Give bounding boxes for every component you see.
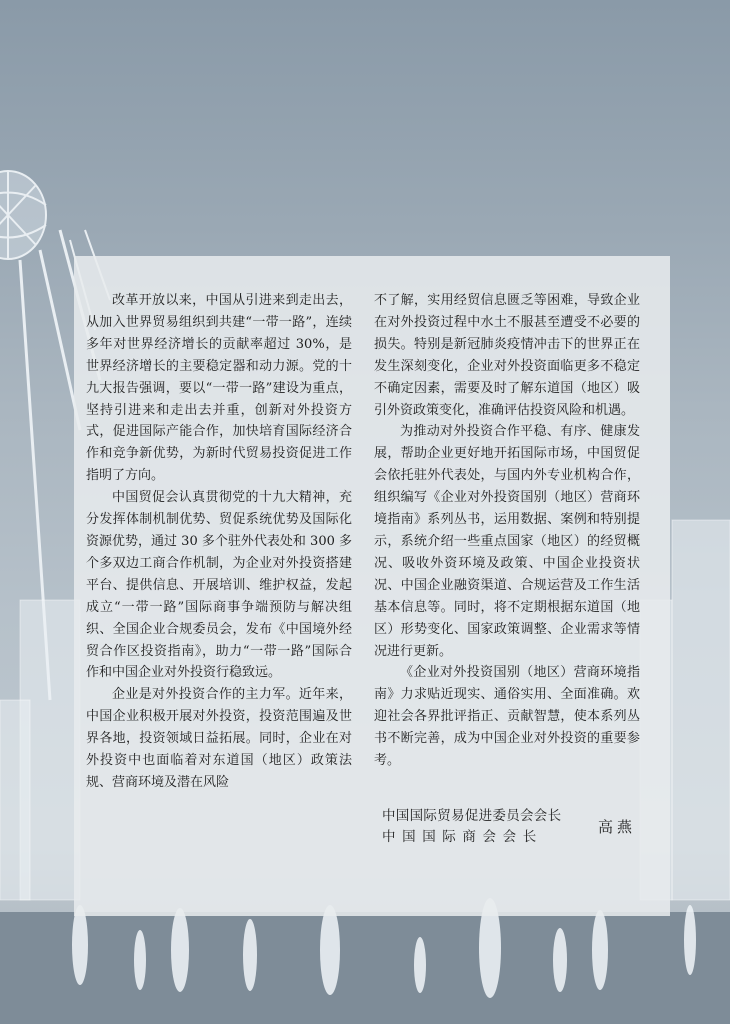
- article-column-right: [374, 290, 640, 772]
- article-column-left: [86, 290, 352, 794]
- paragraph-continuation: 不了解，实用经贸信息匮乏等困难，导致企业在对外投资过程中水土不服甚至遭受不必要的损失。特别是新冠肺炎疫情冲击下的世界正在发生深刻变化，企业对外投资面临更多不稳定不确定因素，需要及时了解东道国（地区）吸引外资政策变化，准确评估投资风险和机遇。: [374, 293, 640, 418]
- paragraph: 《企业对外投资国别（地区）营商环境指南》力求贴近现实、通俗实用、全面准确。欢迎社会各界批评指正、贡献智慧，使本系列丛书不断完善，成为中国企业对外投资的重要参考。: [374, 665, 640, 769]
- signature-name: 高燕: [598, 818, 637, 836]
- paragraph: 中国贸促会认真贯彻党的十九大精神，充分发挥体制机制优势、贸促系统优势及国际化资源优势，通过 30 多个驻外代表处和 300 多个多双边工商合作机制，为企业对外投资搭建平台、提供信息、开展培训、维护权益，发起成立“一带一路”国际商事争端预防与解决组织、全国企业合规委员会，发布《中国境外经贸合作区投资指南》，助力“一带一路”国际合作和中国企业对外投资行稳致远。: [86, 490, 352, 681]
- paragraph: 企业是对外投资合作的主力军。近年来，中国企业积极开展对外投资，投资范围遍及世界各地，投资领域日益拓展。同时，企业在对外投资中也面临着对东道国（地区）政策法规、营商环境及潜在风险: [86, 687, 352, 790]
- signature-title-ccpit: 中国国际贸易促进委员会会长: [382, 808, 562, 824]
- paragraph: 为推动对外投资合作平稳、有序、健康发展，帮助企业更好地开拓国际市场，中国贸促会依托驻外代表处，与国内外专业机构合作，组织编写《企业对外投资国别（地区）营商环境指南》系列丛书，运用数据、案例和特别提示，系统介绍一些重点国家（地区）的经贸概况、吸收外资环境及政策、中国企业投资状况、中国企业融资渠道、合规运营及工作生活基本信息等。同时，将不定期根据东道国（地区）形势变化、国家政策调整、企业需求等情况进行更新。: [374, 424, 640, 659]
- water-image: [0, 912, 730, 1024]
- paragraph: 改革开放以来，中国从引进来到走出去，从加入世界贸易组织到共建“一带一路”，连续多年对世界经济增长的贡献率超过 30%，是世界经济增长的主要稳定器和动力源。党的十九大报告强调，要以“一带一路”建设为重点，坚持引进来和走出去并重，创新对外投资方式，促进国际产能合作，加快培育国际经济合作和竞争新优势，为新时代贸易投资促进工作指明了方向。: [86, 293, 352, 484]
- signature-block: [382, 806, 561, 848]
- signature-title-ccoic: 中国国际商会会长: [382, 829, 543, 845]
